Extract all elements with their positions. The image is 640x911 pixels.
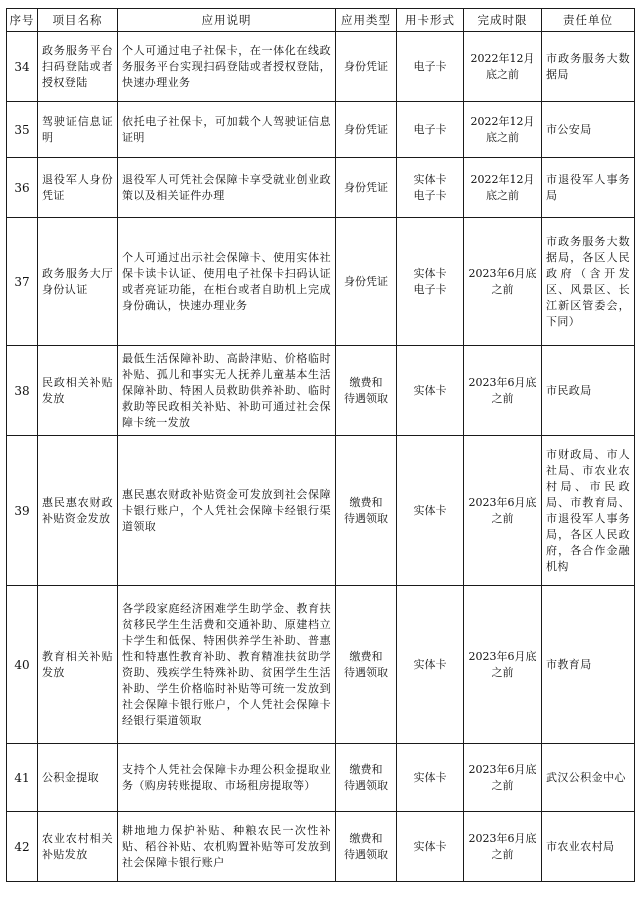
table-row — [7, 436, 635, 586]
table-row — [7, 218, 635, 346]
cell-no: 36 — [7, 158, 38, 218]
cell-desc: 退役军人可凭社会保障卡享受就业创业政策以及相关证件办理 — [118, 158, 336, 218]
cell-name: 农业农村相关补贴发放 — [38, 812, 118, 882]
cell-card: 实体卡 电子卡 — [397, 158, 464, 218]
cell-deadline: 2022年12月底之前 — [464, 158, 542, 218]
table-row — [7, 812, 635, 882]
cell-no: 35 — [7, 102, 38, 158]
table-row — [7, 744, 635, 812]
cell-unit: 武汉公积金中心 — [542, 744, 635, 812]
cell-name: 教育相关补贴发放 — [38, 586, 118, 744]
cell-desc: 个人可通过出示社会保障卡、使用实体社保卡读卡认证、使用电子社保卡扫码认证或者亮证功能，在柜台或者自助机上完成身份确认，快速办理业务 — [118, 218, 336, 346]
header-cell-name: 项目名称 — [38, 9, 118, 32]
cell-name: 惠民惠农财政补贴资金发放 — [38, 436, 118, 586]
cell-card: 实体卡 — [397, 346, 464, 436]
cell-deadline: 2022年12月底之前 — [464, 32, 542, 102]
cell-type: 缴费和 待遇领取 — [336, 346, 397, 436]
table-row — [7, 32, 635, 102]
cell-card: 电子卡 — [397, 102, 464, 158]
cell-no: 34 — [7, 32, 38, 102]
cell-no: 42 — [7, 812, 38, 882]
header-cell-type: 应用类型 — [336, 9, 397, 32]
cell-deadline: 2023年6月底之前 — [464, 218, 542, 346]
cell-unit: 市农业农村局 — [542, 812, 635, 882]
cell-deadline: 2022年12月底之前 — [464, 102, 542, 158]
cell-name: 驾驶证信息证明 — [38, 102, 118, 158]
cell-card: 电子卡 — [397, 32, 464, 102]
cell-name: 民政相关补贴发放 — [38, 346, 118, 436]
cell-no: 38 — [7, 346, 38, 436]
table-row — [7, 158, 635, 218]
header-row — [7, 9, 635, 32]
cell-deadline: 2023年6月底之前 — [464, 744, 542, 812]
cell-card: 实体卡 — [397, 812, 464, 882]
cell-type: 缴费和 待遇领取 — [336, 744, 397, 812]
cell-type: 身份凭证 — [336, 102, 397, 158]
cell-no: 41 — [7, 744, 38, 812]
cell-type: 缴费和 待遇领取 — [336, 436, 397, 586]
cell-unit: 市退役军人事务局 — [542, 158, 635, 218]
cell-type: 缴费和 待遇领取 — [336, 812, 397, 882]
policy-table — [6, 8, 635, 882]
cell-card: 实体卡 — [397, 744, 464, 812]
cell-no: 37 — [7, 218, 38, 346]
cell-desc: 最低生活保障补助、高龄津贴、价格临时补贴、孤儿和事实无人抚养儿童基本生活保障补助、特困人员救助供养补助、临时救助等民政相关补贴、补助可通过社会保障卡统一发放 — [118, 346, 336, 436]
table-row — [7, 586, 635, 744]
cell-name: 退役军人身份凭证 — [38, 158, 118, 218]
cell-desc: 支持个人凭社会保障卡办理公积金提取业务（购房转账提取、市场租房提取等） — [118, 744, 336, 812]
cell-name: 政务服务平台扫码登陆或者授权登陆 — [38, 32, 118, 102]
cell-card: 实体卡 — [397, 436, 464, 586]
cell-card: 实体卡 — [397, 586, 464, 744]
cell-deadline: 2023年6月底之前 — [464, 586, 542, 744]
cell-unit: 市政务服务大数据局 — [542, 32, 635, 102]
table-row — [7, 346, 635, 436]
cell-desc: 耕地地力保护补贴、种粮农民一次性补贴、稻谷补贴、农机购置补贴等可发放到社会保障卡银行账户 — [118, 812, 336, 882]
cell-type: 身份凭证 — [336, 218, 397, 346]
header-cell-desc: 应用说明 — [118, 9, 336, 32]
cell-name: 公积金提取 — [38, 744, 118, 812]
cell-deadline: 2023年6月底之前 — [464, 436, 542, 586]
cell-desc: 各学段家庭经济困难学生助学金、教育扶贫移民学生生活费和交通补助、原建档立卡学生和低保、特困供养学生补助、普惠性和特惠性教育补助、教育精准扶贫助学资助、残疾学生特殊补助、贫困学生生活补助、学生价格临时补贴等可统一发放到社会保障卡银行账户，个人凭社会保障卡经银行渠道领取 — [118, 586, 336, 744]
cell-type: 身份凭证 — [336, 32, 397, 102]
cell-type: 身份凭证 — [336, 158, 397, 218]
header-cell-card: 用卡形式 — [397, 9, 464, 32]
cell-no: 39 — [7, 436, 38, 586]
cell-unit: 市财政局、市人社局、市农业农村局、市民政局、市教育局、市退役军人事务局，各区人民政府，各合作金融机构 — [542, 436, 635, 586]
cell-deadline: 2023年6月底之前 — [464, 812, 542, 882]
table-row — [7, 102, 635, 158]
cell-deadline: 2023年6月底之前 — [464, 346, 542, 436]
cell-unit: 市公安局 — [542, 102, 635, 158]
cell-type: 缴费和 待遇领取 — [336, 586, 397, 744]
cell-desc: 依托电子社保卡，可加载个人驾驶证信息证明 — [118, 102, 336, 158]
cell-desc: 个人可通过电子社保卡，在一体化在线政务服务平台实现扫码登陆或者授权登陆，快速办理业务 — [118, 32, 336, 102]
cell-desc: 惠民惠农财政补贴资金可发放到社会保障卡银行账户，个人凭社会保障卡经银行渠道领取 — [118, 436, 336, 586]
header-cell-deadline: 完成时限 — [464, 9, 542, 32]
header-cell-unit: 责任单位 — [542, 9, 635, 32]
cell-no: 40 — [7, 586, 38, 744]
header-cell-no: 序号 — [7, 9, 38, 32]
cell-unit: 市民政局 — [542, 346, 635, 436]
cell-unit: 市教育局 — [542, 586, 635, 744]
cell-unit: 市政务服务大数据局，各区人民政府（含开发区、风景区、长江新区管委会，下同） — [542, 218, 635, 346]
cell-card: 实体卡 电子卡 — [397, 218, 464, 346]
cell-name: 政务服务大厅身份认证 — [38, 218, 118, 346]
